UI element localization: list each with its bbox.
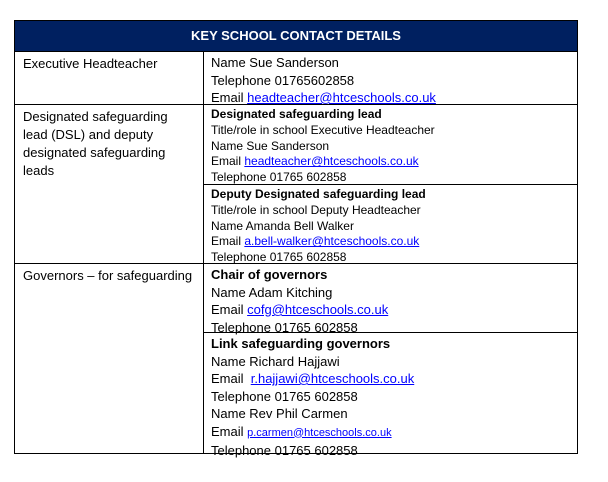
contact-line bbox=[211, 370, 570, 388]
contact-line: Name Amanda Bell Walker bbox=[211, 218, 354, 233]
contact-block bbox=[204, 333, 577, 458]
email-link[interactable]: headteacher@htceschools.co.uk bbox=[244, 154, 419, 169]
row-label: Governors – for safeguarding bbox=[15, 264, 204, 453]
row-details bbox=[204, 105, 577, 263]
line-prefix: Email bbox=[211, 371, 251, 386]
email-link[interactable]: p.carmen@htceschools.co.uk bbox=[247, 426, 392, 439]
contact-line bbox=[211, 301, 570, 319]
table-row bbox=[15, 264, 577, 458]
table-row bbox=[15, 52, 577, 105]
contact-line: Name Rev Phil Carmen bbox=[211, 406, 348, 421]
row-label: Designated safeguarding lead (DSL) and deputy designated safeguarding leads bbox=[15, 105, 204, 263]
table-row bbox=[15, 105, 577, 264]
line-prefix: Email bbox=[211, 423, 248, 439]
line-prefix: Email bbox=[211, 154, 245, 169]
contact-line bbox=[211, 234, 570, 250]
contact-line: Name Sue Sanderson bbox=[211, 138, 330, 153]
contact-line: Telephone 01765 602858 bbox=[211, 443, 358, 458]
row-label: Executive Headteacher bbox=[15, 52, 204, 104]
block-heading: Deputy Designated safeguarding lead bbox=[211, 187, 426, 201]
contact-line bbox=[211, 89, 570, 107]
line-prefix: Email bbox=[211, 90, 248, 105]
line-prefix: Email bbox=[211, 302, 248, 317]
contact-block bbox=[204, 52, 577, 107]
email-link[interactable]: a.bell-walker@htceschools.co.uk bbox=[244, 234, 420, 249]
contact-line: Name Sue Sanderson bbox=[211, 55, 339, 70]
line-prefix: Email bbox=[211, 234, 245, 249]
contact-line: Telephone 01765 602858 bbox=[211, 250, 347, 265]
contact-line: Telephone 01765 602858 bbox=[211, 388, 358, 404]
email-link[interactable]: cofg@htceschools.co.uk bbox=[247, 302, 389, 317]
contact-line: Title/role in school Deputy Headteacher bbox=[211, 202, 421, 217]
block-heading: Designated safeguarding lead bbox=[211, 107, 382, 121]
block-heading: Chair of governors bbox=[211, 267, 328, 282]
email-link[interactable]: headteacher@htceschools.co.uk bbox=[247, 90, 436, 105]
contact-line: Name Adam Kitching bbox=[211, 284, 333, 300]
table-title: KEY SCHOOL CONTACT DETAILS bbox=[15, 21, 577, 52]
row-details bbox=[204, 52, 577, 104]
contact-table bbox=[14, 20, 578, 458]
contact-line: Telephone 01765 602858 bbox=[211, 319, 358, 335]
block-heading: Link safeguarding governors bbox=[211, 336, 391, 351]
contact-line: Title/role in school Executive Headteacher bbox=[211, 122, 435, 137]
contact-line bbox=[211, 423, 570, 443]
contact-line: Name Richard Hajjawi bbox=[211, 353, 340, 369]
contact-block bbox=[204, 264, 577, 333]
contact-line: Telephone 01765 602858 bbox=[211, 170, 347, 185]
email-link[interactable]: r.hajjawi@htceschools.co.uk bbox=[250, 371, 415, 386]
contact-block bbox=[204, 105, 577, 185]
contact-line: Telephone 01765602858 bbox=[211, 72, 355, 88]
row-details bbox=[204, 264, 577, 458]
contact-block bbox=[204, 185, 577, 263]
contact-line bbox=[211, 154, 570, 170]
